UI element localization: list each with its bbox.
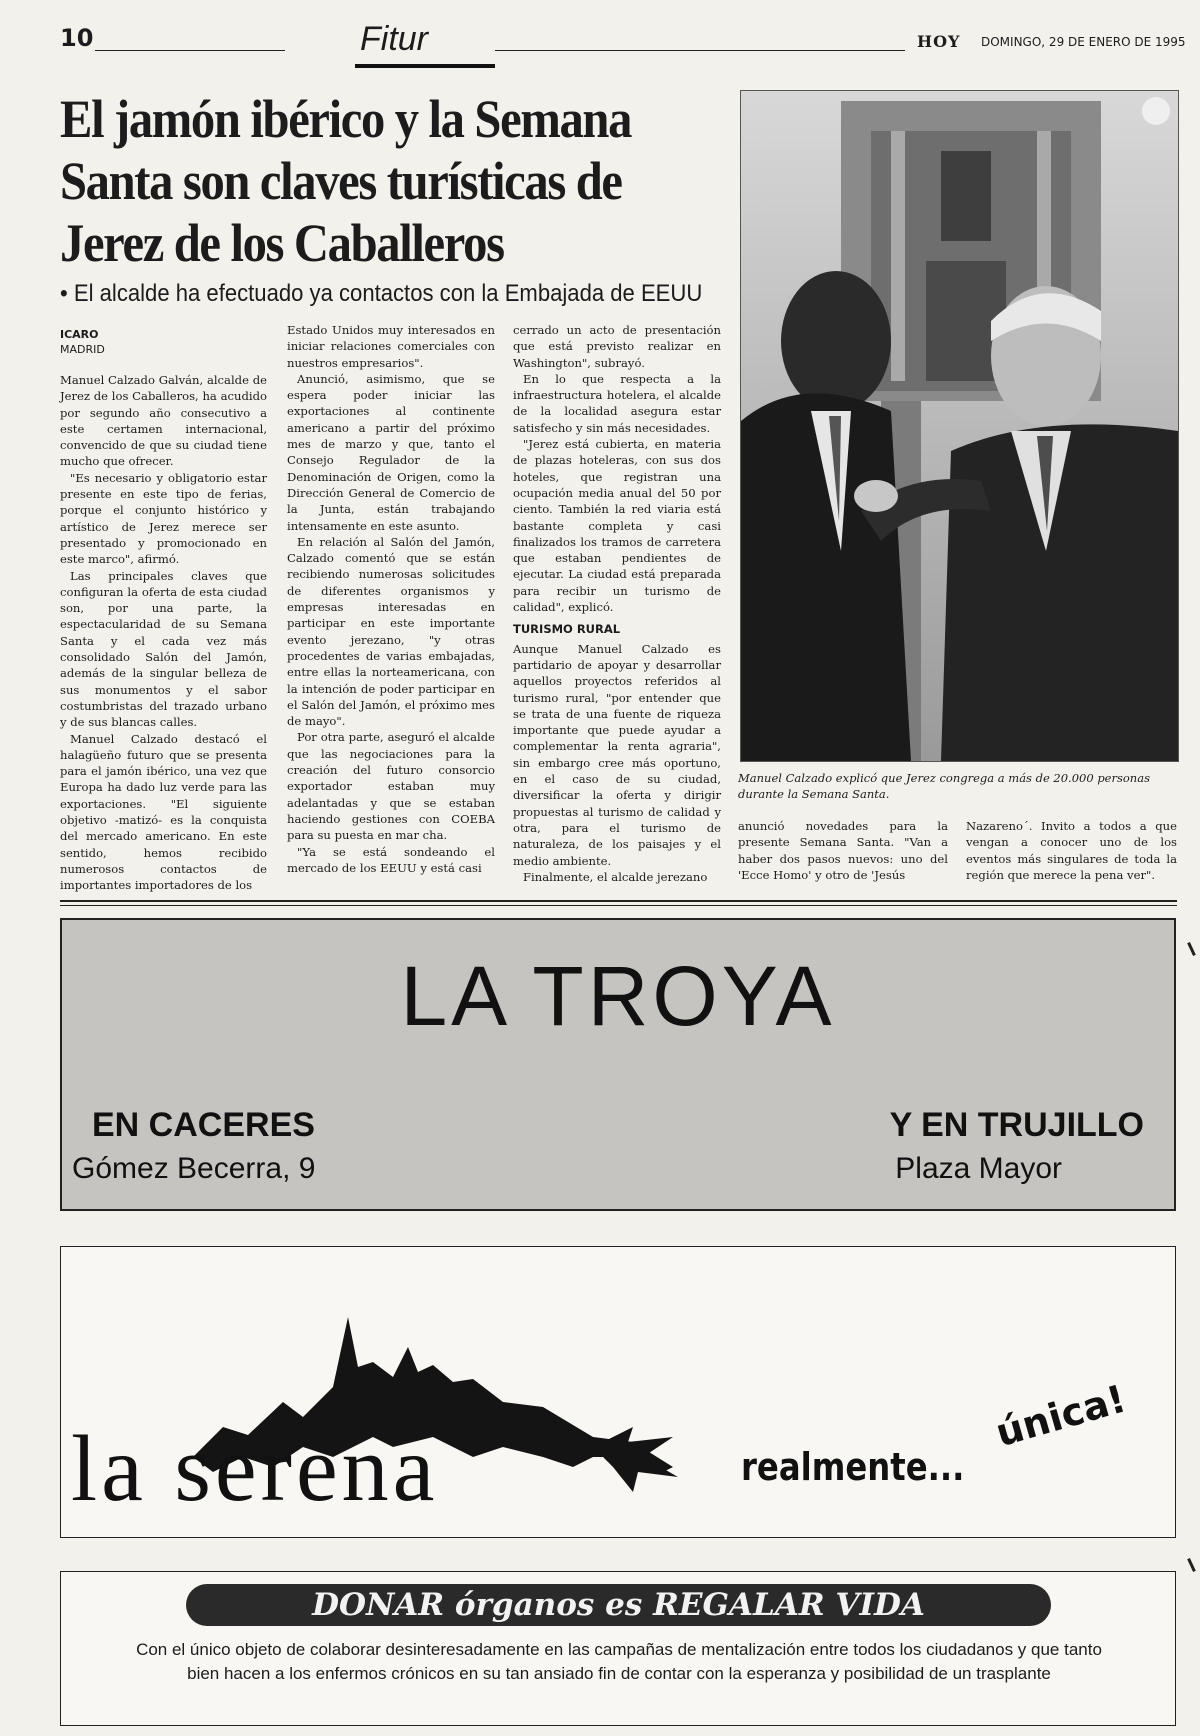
paragraph: anunció novedades para la presente Semana Santa. "Van a haber dos pasos nuevos: uno del 'Ecce Homo' y otro de 'Jesús [738,819,948,882]
byline-city: MADRID [60,343,105,356]
article-column-5 [966,818,1177,883]
edge-mark [1187,1558,1196,1572]
ad-separator [60,900,1177,902]
section-title: Fitur [360,20,428,58]
ad-troya-left-address: Gómez Becerra, 9 [72,1152,316,1185]
paragraph: Las principales claves que configuran la oferta de esta ciudad son, por una parte, la espectacularidad de su Semana Santa y el cada vez más consolidado Salón del Jamón, además de la singular belleza de sus monumentos y el sabor costumbristas del trazado urbano y de sus blancas calles. [60,568,267,730]
article-headline: El jamón ibérico y la Semana Santa son claves turísticas de Jerez de los Caballeros [60,89,632,273]
article-column-1 [60,372,267,894]
ad-la-troya[interactable] [60,918,1176,1211]
paragraph: En relación al Salón del Jamón, Calzado comentó que se están recibiendo numerosas solicitudes de diferentes organismos y empresas interesadas en participar en este importante evento jerezano, "y otras procedentes de varias embajadas, entre ellas la norteamericana, con la intención de poder participar en el Salón del Jamón, el próximo mes de mayo". [287,534,495,729]
ad-serena-name: la serena [71,1417,439,1521]
article-subhead: • El alcalde ha efectuado ya contactos con la Embajada de EEUU [60,280,703,307]
byline-agency: ICARO [60,328,99,341]
paragraph: "Jerez está cubierta, en materia de plazas hoteleras, con sus dos hoteles, que registran una ocupación media anual del 50 por ciento. También la red viaria está bastante completa y casi finalizados los tramos de carretera que estaban pendientes de ejecutar. La ciudad está preparada para recibir un turismo de calidad", explicó. [513,437,721,615]
paragraph: Nazareno´. Invito a todos a que vengan a conocer uno de los eventos más singulares de toda la región que merece la pena ver". [966,819,1177,882]
issue-date: DOMINGO, 29 DE ENERO DE 1995 [981,35,1186,49]
article-column-3 [513,322,721,885]
photo-illustration [741,91,1178,761]
byline [60,327,105,357]
person-left-head [781,271,891,411]
ad-la-serena[interactable] [60,1246,1176,1538]
hand [854,480,898,512]
paragraph: Manuel Calzado Galván, alcalde de Jerez de los Caballeros, ha acudido por segundo año consecutivo a este certamen internacional, convencido de que su ciudad tiene mucho que ofrecer. [60,373,267,469]
ad-troya-title: LA TROYA [400,949,836,1043]
ad-troya-left-city: EN CACERES [92,1106,315,1144]
ad-donar-title: DONAR órganos es REGALAR VIDA [186,1584,1051,1626]
article-photo [740,90,1179,762]
page-number: 10 [60,24,94,52]
newspaper-name: HOY [917,32,961,51]
article-column-2 [287,322,495,876]
ad-donar-organos[interactable] [60,1571,1176,1726]
paragraph: Estado Unidos muy interesados en iniciar relaciones comerciales con nuestros empresarios". [287,323,495,370]
paragraph: Finalmente, el alcalde jerezano [523,869,708,884]
photo-caption: Manuel Calzado explicó que Jerez congrega a más de 20.000 personas durante la Semana Santa. [738,771,1150,801]
paragraph: Manuel Calzado destacó el halagüeño futuro que se presenta para el jamón ibérico, una vez que Europa ha dado luz verde para las exportaciones. "El siguiente objetivo -matizó- es la conquista del mercado americano. En este sentido, hemos recibido numerosos contactos de importantes importadores de los [60,731,267,893]
paragraph: Aunque Manuel Calzado es partidario de apoyar y desarrollar aquellos proyectos referidos al turismo rural, "por entender que se trata de una fuente de riqueza importante que puede ayudar a complementar la renta agraria", sin embargo cree más oportuno, en el caso de su ciudad, diversificar la oferta y dirigir propuestas al turismo de calidad y otra, para el turismo de naturaleza, de los paisajes y el medio ambiente. [513,641,721,868]
section-subheading: TURISMO RURAL [513,622,621,637]
header-rule-left [95,50,285,51]
ad-troya-right-address: Plaza Mayor [895,1152,1062,1185]
header-rule-right [495,50,905,51]
lamp [1142,97,1170,125]
paragraph: "Ya se está sondeando el mercado de los EEUU y está casi [287,844,495,875]
ad-serena-tagline: realmente... [741,1445,965,1489]
article-column-4 [738,818,948,883]
edge-mark [1187,942,1196,956]
ad-serena-tagline-2: única! [991,1376,1131,1456]
paragraph: En lo que respecta a la infraestructura hotelera, el alcalde de la localidad asegura estar satisfecho y sin más necesidades. [513,371,721,435]
paragraph: cerrado un acto de presentación que está previsto realizar en Washington", subrayó. [513,323,721,370]
ad-separator [60,905,1177,906]
ad-troya-right-city: Y EN TRUJILLO [889,1106,1144,1144]
paragraph: "Es necesario y obligatorio estar presente en este tipo de ferias, porque el conjunto histórico y artístico de Jerez merece ser presentado y promocionado en este marco", afirmó. [60,470,267,567]
paragraph: Por otra parte, aseguró el alcalde que las negociaciones para la creación del futuro consorcio exportador estaban muy adelantadas y que se estaban haciendo gestiones con COEBA para su puesta en mar cha. [287,730,495,843]
ad-donar-text: Con el único objeto de colaborar desinteresadamente en las campañas de mentalización entre todos los ciudadanos y que tanto bien hacen a los enfermos crónicos en su tan ansiado fin de contar con la esperanza y posibilidad de un trasplante [136,1640,1102,1683]
section-underline [355,64,495,68]
paragraph: Anunció, asimismo, que se espera poder iniciar las exportaciones al continente americano a partir del próximo mes de marzo y que, tanto el Consejo Regulador de la Denominación de Origen, como la Dirección General de Comercio de la Junta, están trabajando intensamente en este asunto. [287,371,495,533]
